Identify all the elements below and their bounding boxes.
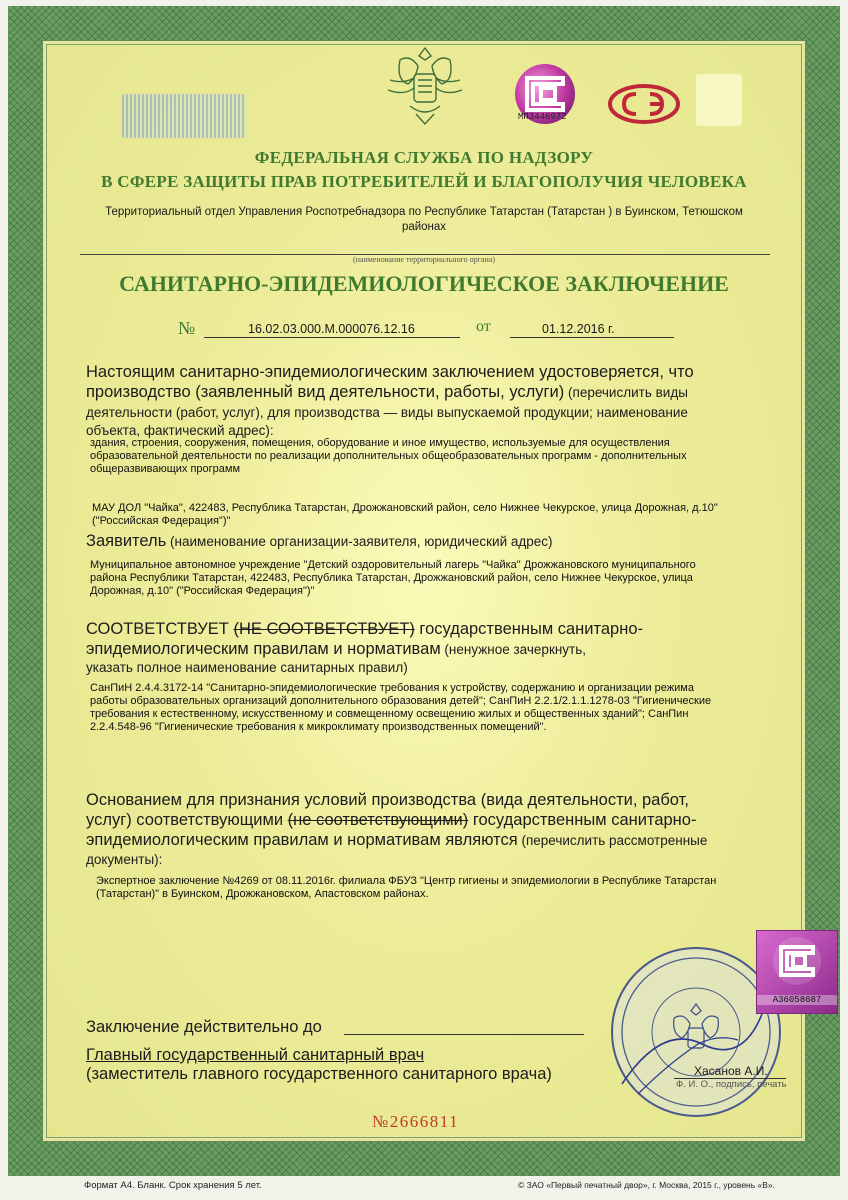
signer-caption: Ф. И. О., подпись, печать bbox=[676, 1079, 787, 1090]
conformity-line-2-text: эпидемиологическим правилам и нормативам bbox=[86, 640, 441, 658]
applicant-label: Заявитель bbox=[86, 532, 167, 550]
rules-line-1: СанПиН 2.4.4.3172-14 "Санитарно-эпидемиологические требования к устройству, содержанию и организации режима bbox=[90, 682, 694, 694]
certify-line-2 bbox=[86, 382, 688, 403]
basis-doc-2: (Татарстан)" в Буинском, Дрожжановском, Апастовском районах. bbox=[96, 888, 429, 900]
applicant-line-3: Дорожная, д.10" ("Российская Федерация")" bbox=[90, 585, 315, 597]
agency-line-2: В СФЕРЕ ЗАЩИТЫ ПРАВ ПОТРЕБИТЕЛЕЙ И БЛАГОПОЛУЧИЯ ЧЕЛОВЕКА bbox=[101, 172, 747, 191]
dept-line-1: Территориальный отдел Управления Роспотребнадзора по Республике Татарстан (Татарстан ) в Буинском, Тетюшском bbox=[105, 206, 743, 218]
date-underline bbox=[510, 337, 674, 338]
basis-line-1: Основанием для признания условий производства (вида деятельности, работ, bbox=[86, 791, 689, 809]
basis-line-2a: услуг) соответствующими bbox=[86, 811, 288, 829]
printer-note: © ЗАО «Первый печатный двор», г. Москва, 2015 г., уровень «В». bbox=[518, 1180, 776, 1190]
form-serial-number: №2666811 bbox=[372, 1112, 460, 1131]
basis-line-2 bbox=[86, 810, 696, 831]
document-title: САНИТАРНО-ЭПИДЕМИОЛОГИЧЕСКОЕ ЗАКЛЮЧЕНИЕ bbox=[119, 271, 729, 296]
number-label: № bbox=[178, 318, 196, 338]
conformity-struck: (НЕ СООТВЕТСТВУЕТ) bbox=[233, 620, 415, 638]
sticker-hologram-icon bbox=[757, 931, 837, 993]
object-line-2: ("Российская Федерация")" bbox=[92, 515, 231, 527]
chief-line-2: (заместитель главного государственного санитарного врача) bbox=[86, 1065, 552, 1083]
basis-line-3 bbox=[86, 830, 707, 851]
conformity-hint-3: указать полное наименование санитарных правил) bbox=[86, 660, 408, 675]
dept-line-2: районах bbox=[401, 221, 447, 233]
conformity-line-1 bbox=[86, 619, 643, 640]
signer-name: Хасанов А.И. bbox=[694, 1064, 768, 1078]
certify-line-1: Настоящим санитарно-эпидемиологическим заключением удостоверяется, что bbox=[86, 363, 694, 381]
basis-line-3a: эпидемиологическим правилам и нормативам являются bbox=[86, 831, 518, 849]
conformity-rest: государственным санитарно- bbox=[414, 620, 644, 638]
agency-line-1: ФЕДЕРАЛЬНАЯ СЛУЖБА ПО НАДЗОРУ bbox=[254, 148, 594, 167]
activity-line-3: общеразвивающих программ bbox=[90, 463, 241, 475]
number-value: 16.02.03.000.М.000076.12.16 bbox=[248, 322, 415, 336]
date-value: 01.12.2016 г. bbox=[542, 322, 615, 336]
applicant-line-1: Муниципальное автономное учреждение "Детский оздоровительный лагерь "Чайка" Дрожжановского муниципального bbox=[90, 559, 696, 571]
applicant-hint: (наименование организации-заявителя, юридический адрес) bbox=[166, 534, 553, 549]
basis-struck: (не соответствующими) bbox=[287, 811, 469, 829]
activity-line-2: образовательной деятельности по реализации дополнительных общеобразовательных программ - дополнительных bbox=[90, 450, 687, 462]
date-label: от bbox=[476, 318, 491, 335]
format-note: Формат А4. Бланк. Срок хранения 5 лет. bbox=[84, 1180, 262, 1191]
applicant-heading bbox=[86, 531, 553, 552]
conformity-word: СООТВЕТСТВУЕТ bbox=[86, 620, 229, 638]
activity-line-1: здания, строения, сооружения, помещения, оборудование и иное имущество, используемые для осуществления bbox=[90, 437, 670, 449]
se-logo-icon bbox=[606, 82, 682, 126]
sticker-code: А36058687 bbox=[757, 995, 837, 1005]
valid-until-underline bbox=[344, 1034, 584, 1035]
watermark-box bbox=[696, 74, 742, 126]
certify-line-2b: (перечислить виды bbox=[564, 385, 688, 400]
certify-line-4: объекта, фактический адрес): bbox=[86, 423, 274, 438]
state-emblem-icon bbox=[380, 40, 470, 132]
hologram-sticker bbox=[756, 930, 838, 1014]
rules-line-4: 2.2.4.548-96 "Гигиенические требования к микроклимату производственных помещений". bbox=[90, 721, 547, 733]
basis-line-4: документы): bbox=[86, 852, 163, 867]
certify-line-3: деятельности (работ, услуг), для производства — виды выпускаемой продукции; наименование bbox=[86, 405, 688, 420]
basis-line-2b: государственным санитарно- bbox=[468, 811, 697, 829]
security-strip bbox=[122, 94, 246, 138]
number-underline bbox=[204, 337, 460, 338]
valid-until-label: Заключение действительно до bbox=[86, 1018, 322, 1036]
basis-doc-1: Экспертное заключение №4269 от 08.11.2016г. филиала ФБУЗ "Центр гигиены и эпидемиологии в Республике Татарстан bbox=[96, 875, 717, 887]
certify-line-2a: производство (заявленный вид деятельности, работы, услуги) bbox=[86, 383, 565, 401]
rules-line-2: работы образовательных организаций дополнительного образования детей"; СанПиН 2.2.1/2.1.1.1278-03 "Гигиенические bbox=[90, 695, 712, 707]
dept-caption: (наименование территориального органа) bbox=[353, 255, 495, 264]
se-logo bbox=[606, 82, 682, 126]
object-line-1: МАУ ДОЛ "Чайка", 422483, Республика Татарстан, Дрожжановский район, село Нижнее Чекурское, улица Дорожная, д.10" bbox=[92, 502, 718, 514]
hologram-code: МП3446972 bbox=[518, 112, 567, 122]
basis-line-3b: (перечислить рассмотренные bbox=[517, 833, 708, 848]
applicant-line-2: района Республики Татарстан, 422483, Республика Татарстан, Дрожжановский район, село Нижнее Чекурское, улица bbox=[90, 572, 693, 584]
conformity-hint-2: (ненужное зачеркнуть, bbox=[440, 642, 587, 657]
chief-line-1: Главный государственный санитарный врач bbox=[86, 1046, 425, 1064]
rules-line-3: требования к естественному, искусственному и совмещенному освещению жилых и общественных зданий"; СанПин bbox=[90, 708, 689, 720]
